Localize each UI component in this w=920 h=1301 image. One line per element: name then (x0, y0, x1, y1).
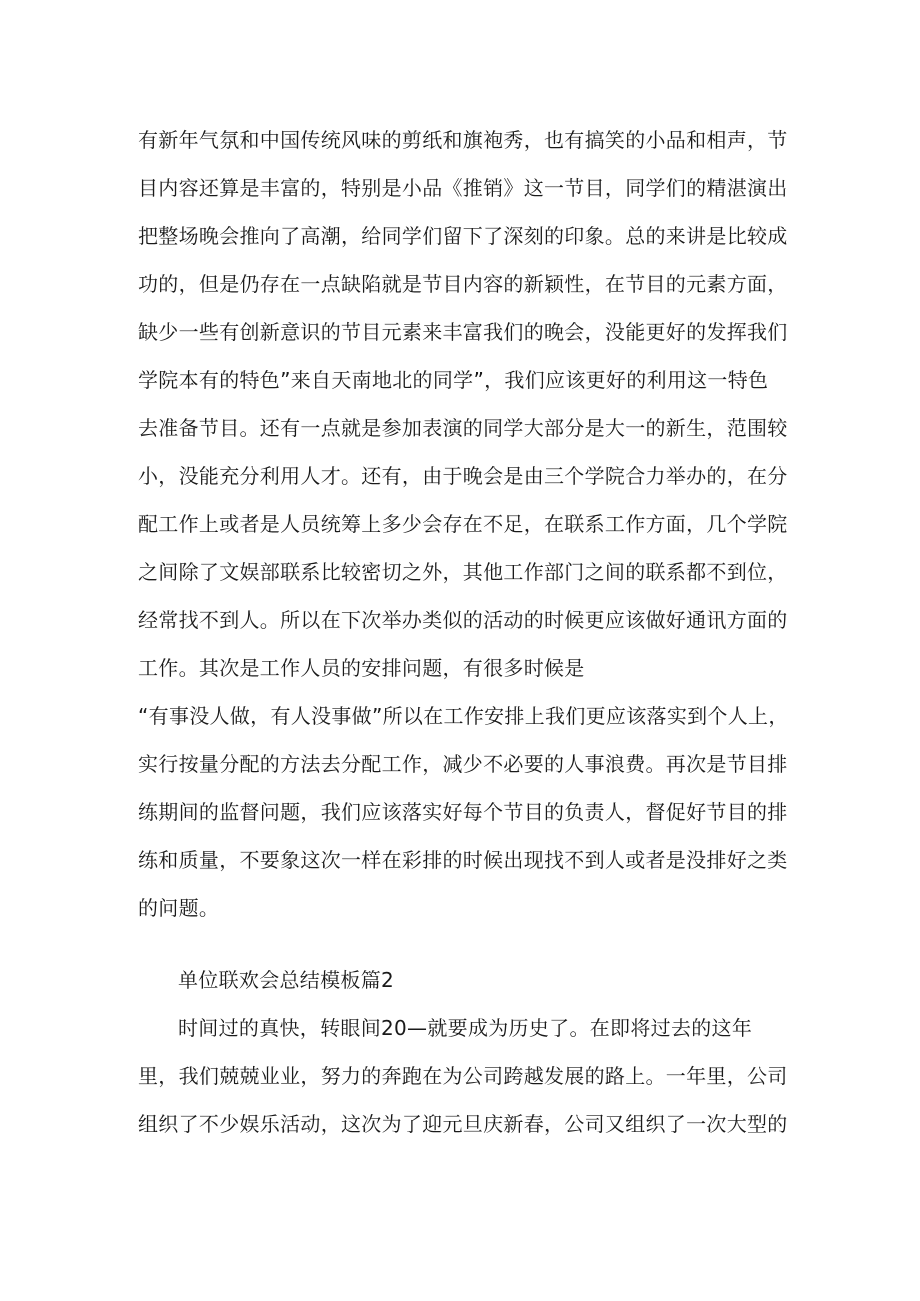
text-line: 工作。其次是工作人员的安排问题，有很多时候是 (138, 656, 585, 680)
text-line: 学院本有的特色”来自天南地北的同学”，我们应该更好的利用这一特色 (138, 368, 769, 392)
section-heading: 单位联欢会总结模板篇2 (178, 968, 395, 992)
text-line: 练和质量，不要象这次一样在彩排的时候出现找不到人或者是没排好之类 (138, 848, 788, 872)
text-line: 去准备节目。还有一点就是参加表演的同学大部分是大一的新生，范围较 (138, 416, 788, 440)
text-line: 把整场晚会推向了高潮，给同学们留下了深刻的印象。总的来讲是比较成 (138, 224, 788, 248)
text-line: 目内容还算是丰富的，特别是小品《推销》这一节目，同学们的精湛演出 (138, 176, 788, 200)
text-line: 的问题。 (138, 896, 220, 920)
text-line: 实行按量分配的方法去分配工作，减少不必要的人事浪费。再次是节目排 (138, 752, 788, 776)
text-line: 时间过的真快，转眼间20—就要成为历史了。在即将过去的这年 (178, 1016, 753, 1040)
text-line: 经常找不到人。所以在下次举办类似的活动的时候更应该做好通讯方面的 (138, 608, 788, 632)
text-line: “有事没人做，有人没事做”所以在工作安排上我们更应该落实到个人上， (138, 704, 789, 728)
text-line: 之间除了文娱部联系比较密切之外，其他工作部门之间的联系都不到位， (138, 560, 788, 584)
text-line: 配工作上或者是人员统筹上多少会存在不足，在联系工作方面，几个学院 (138, 512, 788, 536)
text-line: 有新年气氛和中国传统风味的剪纸和旗袍秀，也有搞笑的小品和相声，节 (138, 128, 788, 152)
text-line: 缺少一些有创新意识的节目元素来丰富我们的晚会，没能更好的发挥我们 (138, 320, 788, 344)
text-line: 组织了不少娱乐活动，这次为了迎元旦庆新春，公司又组织了一次大型的 (138, 1112, 788, 1136)
text-line: 练期间的监督问题，我们应该落实好每个节目的负责人，督促好节目的排 (138, 800, 788, 824)
text-line: 小，没能充分利用人才。还有，由于晚会是由三个学院合力举办的，在分 (138, 464, 788, 488)
text-line: 功的，但是仍存在一点缺陷就是节目内容的新颖性，在节目的元素方面， (138, 272, 788, 296)
text-line: 里，我们兢兢业业，努力的奔跑在为公司跨越发展的路上。一年里，公司 (138, 1064, 788, 1088)
